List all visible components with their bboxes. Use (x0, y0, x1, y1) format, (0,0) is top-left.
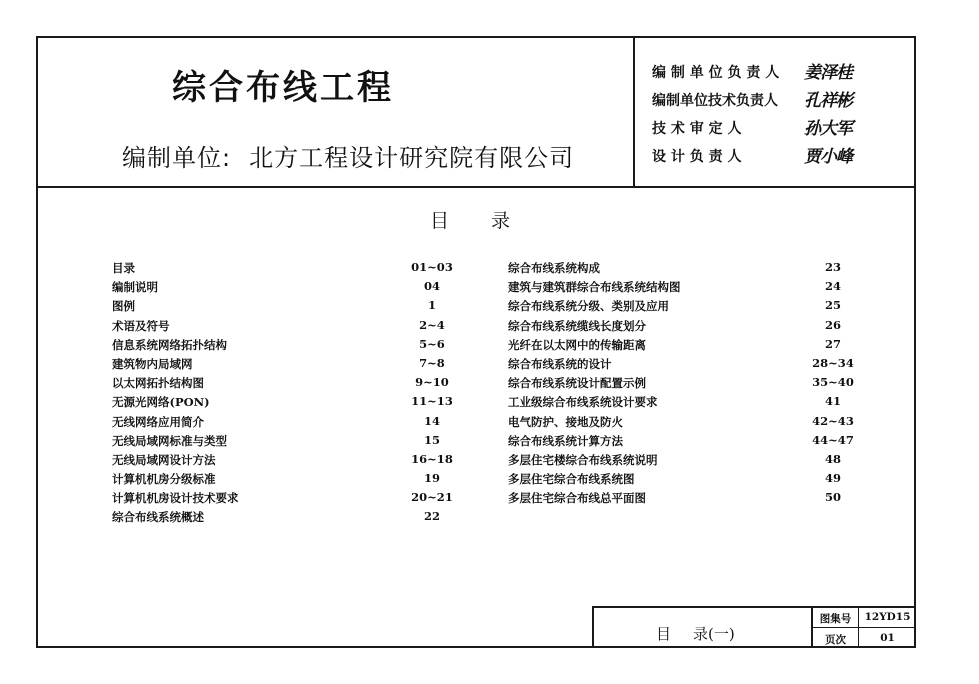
title-block-left (592, 606, 594, 648)
toc-entry-page: 28~34 (812, 355, 854, 370)
toc-entry (508, 337, 848, 356)
toc-heading (430, 206, 510, 233)
toc-entry-page: 14 (423, 413, 440, 428)
signature-row (652, 90, 852, 112)
toc-entry-title: 光纤在以太网中的传输距离 (508, 337, 646, 352)
toc-entry-page: 26 (824, 317, 841, 332)
page-number-value: 01 (880, 632, 895, 644)
toc-entry (112, 433, 452, 452)
toc-entry-title: 无线局域网设计方法 (112, 452, 216, 467)
toc-entry (112, 337, 452, 356)
toc-entry-page: 41 (824, 394, 841, 409)
toc-entry-title: 无线网络应用简介 (112, 414, 204, 429)
toc-entry-page: 27 (824, 336, 841, 351)
signature-role: 编 制 单 位 负 责 人 (652, 65, 780, 81)
toc-entry-title: 综合布线系统概述 (112, 510, 204, 525)
toc-entry-page: 5~6 (419, 336, 445, 351)
toc-entry (508, 413, 854, 433)
signature-row (652, 146, 852, 168)
toc-entry-page: 2~4 (419, 317, 445, 332)
toc-entry-title: 综合布线系统设计配置示例 (508, 376, 646, 391)
toc-entry-page: 15 (423, 432, 440, 447)
toc-entry-title: 信息系统网络拓扑结构 (112, 337, 227, 352)
signature-name: 孔祥彬 (804, 91, 852, 111)
toc-entry-title: 以太网拓扑结构图 (112, 376, 204, 391)
toc-entry (508, 260, 848, 279)
toc-entry-page: 16~18 (411, 451, 453, 466)
toc-entry-page: 01~03 (411, 260, 453, 274)
toc-entry (112, 490, 452, 509)
toc-entry (112, 394, 452, 413)
toc-entry-title: 建筑物内局域网 (112, 356, 193, 371)
organization-name: 北方工程设计研究院有限公司 (249, 144, 575, 172)
toc-entry-page: 1 (427, 298, 436, 313)
sheet-title-char: 录(一) (693, 625, 735, 643)
toc-entry-title: 建筑与建筑群综合布线系统结构图 (508, 280, 681, 295)
signature-box-divider (633, 36, 635, 188)
atlas-number-value: 12YD15 (864, 611, 911, 623)
page-title: 综合布线工程 (172, 68, 394, 108)
toc-entry (508, 490, 848, 509)
toc-entry-title: 目录 (112, 261, 135, 275)
toc-entry-title: 电气防护、接地及防火 (508, 414, 623, 429)
toc-entry-page: 19 (423, 471, 440, 486)
toc-entry (112, 279, 452, 298)
toc-entry-title: 综合布线系统计算方法 (508, 433, 623, 448)
toc-entry (508, 298, 848, 317)
organization-label: 编制单位: (122, 144, 232, 172)
signature-row (652, 62, 852, 84)
toc-left-column (112, 260, 452, 529)
toc-entry (112, 509, 452, 528)
sheet-title (656, 623, 735, 644)
toc-entry-title: 无线局域网标准与类型 (112, 433, 227, 448)
toc-entry (112, 471, 452, 490)
header-divider (36, 186, 916, 188)
toc-entry-title: 多层住宅综合布线总平面图 (508, 491, 646, 506)
toc-entry-title: 综合布线系统分级、类别及应用 (508, 299, 669, 314)
toc-entry-page: 48 (824, 451, 841, 466)
toc-entry (112, 414, 452, 433)
atlas-number-label: 图集号 (819, 613, 852, 625)
toc-entry-page: 25 (824, 298, 841, 313)
toc-entry-page: 11~13 (411, 394, 453, 409)
toc-entry-page: 44~47 (812, 432, 854, 447)
toc-entry-title: 图例 (112, 299, 135, 314)
toc-entry (508, 279, 848, 298)
toc-entry (112, 375, 452, 394)
toc-right-column (508, 260, 854, 509)
toc-entry-page: 50 (824, 490, 841, 505)
toc-entry (508, 471, 848, 490)
signature-name: 孙大军 (804, 119, 852, 139)
sheet-title-char: 目 (656, 625, 672, 643)
toc-entry-title: 工业级综合布线系统设计要求 (508, 395, 658, 410)
toc-entry-page: 20~21 (411, 490, 453, 505)
toc-entry-page: 9~10 (415, 375, 449, 390)
toc-entry-page: 42~43 (812, 413, 854, 428)
signature-role: 技 术 审 定 人 (652, 121, 742, 137)
toc-entry-title: 计算机机房分级标准 (112, 472, 216, 487)
toc-entry-title: 计算机机房设计技术要求 (112, 491, 239, 506)
toc-entry (508, 452, 848, 471)
title-block-row-divider (811, 627, 916, 628)
signature-row (652, 118, 852, 140)
toc-entry (508, 318, 848, 337)
toc-entry-title: 无源光网络(PON) (112, 395, 210, 410)
toc-entry (112, 452, 452, 471)
toc-entry-page: 49 (824, 471, 841, 486)
signature-role: 设 计 负 责 人 (652, 149, 742, 165)
toc-entry-title: 编制说明 (112, 280, 158, 295)
toc-entry-title: 综合布线系统的设计 (508, 356, 612, 371)
toc-heading-char: 录 (491, 210, 511, 232)
signature-name: 贾小峰 (804, 147, 852, 167)
toc-entry (112, 356, 452, 375)
toc-entry (508, 432, 854, 452)
toc-entry-title: 多层住宅综合布线系统图 (508, 472, 635, 487)
toc-entry (112, 318, 452, 337)
toc-entry-title: 综合布线系统构成 (508, 261, 600, 275)
toc-entry-page: 23 (824, 260, 841, 274)
toc-entry-page: 04 (423, 279, 440, 294)
toc-entry (508, 355, 854, 375)
toc-entry (112, 260, 452, 279)
toc-entry-page: 24 (824, 279, 841, 294)
toc-heading-char: 目 (430, 210, 450, 232)
toc-entry-title: 术语及符号 (112, 318, 170, 333)
organization-line (122, 138, 574, 173)
signature-role: 编制单位技术负责人 (652, 93, 778, 109)
toc-entry-title: 综合布线系统缆线长度划分 (508, 318, 646, 333)
toc-entry-page: 7~8 (419, 355, 445, 370)
signature-name: 姜泽桂 (804, 63, 852, 83)
toc-entry (112, 298, 452, 317)
toc-entry (508, 375, 854, 394)
toc-entry (508, 394, 848, 413)
title-block-top (592, 606, 916, 608)
page-number-label: 页次 (825, 634, 846, 646)
toc-entry-page: 35~40 (812, 375, 854, 390)
toc-entry-page: 22 (423, 509, 440, 524)
toc-entry-title: 多层住宅楼综合布线系统说明 (508, 452, 658, 467)
